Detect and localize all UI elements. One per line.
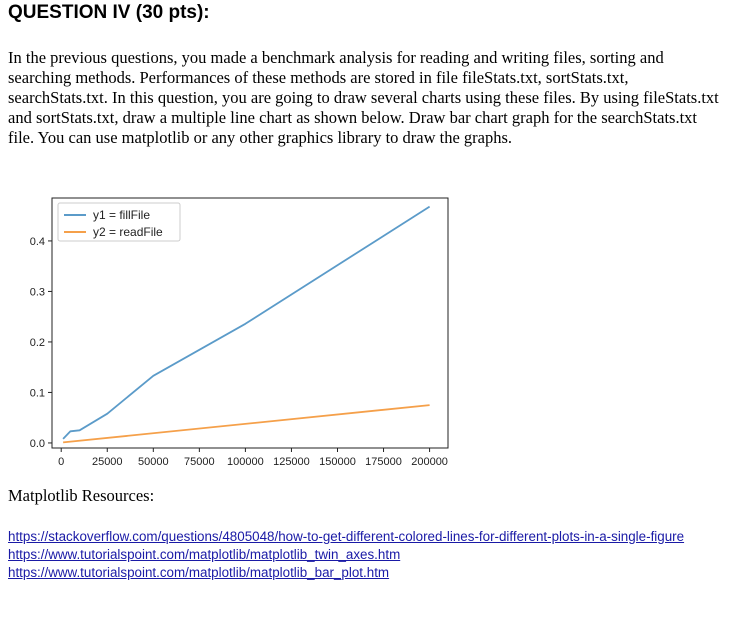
x-tick-label: 150000 bbox=[319, 456, 356, 468]
question-paragraph: In the previous questions, you made a benchmark analysis for reading and writing files, sorting and searching methods. Performances of these methods are stored in file fileStats.txt, sortStats.txt, searchStats.txt. In this question, you are going to draw several charts using these files. By using fileStats.txt and sortStats.txt, draw a multiple line chart as shown below. Draw bar chart graph for the searchStats.txt file. You can use matplotlib or any other graphics library to draw the graphs. bbox=[8, 48, 719, 147]
series-line-2 bbox=[63, 405, 430, 442]
link-twin-axes[interactable]: https://www.tutorialspoint.com/matplotlib/matplotlib_twin_axes.htm bbox=[8, 547, 401, 562]
resource-links bbox=[8, 528, 724, 582]
x-tick-label: 75000 bbox=[184, 456, 215, 468]
line-chart bbox=[14, 190, 459, 480]
y-tick-label: 0.1 bbox=[29, 387, 45, 400]
x-tick-label: 50000 bbox=[138, 456, 169, 468]
link-stackoverflow[interactable]: https://stackoverflow.com/questions/4805048/how-to-get-different-colored-lines-for-different-plots-in-a-single-figure bbox=[8, 529, 685, 544]
x-tick-label: 0 bbox=[58, 456, 65, 468]
x-tick-label: 25000 bbox=[91, 456, 123, 468]
line-chart-svg bbox=[14, 190, 459, 480]
resources-label: Matplotlib Resources: bbox=[8, 486, 155, 505]
y-tick-label: 0.3 bbox=[29, 286, 45, 299]
x-tick-label: 125000 bbox=[273, 456, 310, 468]
x-tick-label: 200000 bbox=[411, 456, 448, 468]
y-tick-label: 0.2 bbox=[29, 336, 45, 349]
legend-label-2: y2 = readFile bbox=[93, 225, 163, 239]
x-tick-label: 175000 bbox=[365, 456, 402, 468]
link-bar-plot[interactable]: https://www.tutorialspoint.com/matplotlib/matplotlib_bar_plot.htm bbox=[8, 565, 390, 580]
question-heading: QUESTION IV (30 pts): bbox=[8, 2, 210, 23]
x-tick-label: 100000 bbox=[227, 456, 264, 468]
y-tick-label: 0.4 bbox=[29, 235, 45, 248]
y-tick-label: 0.0 bbox=[29, 437, 45, 450]
legend-label-1: y1 = fillFile bbox=[93, 208, 151, 222]
